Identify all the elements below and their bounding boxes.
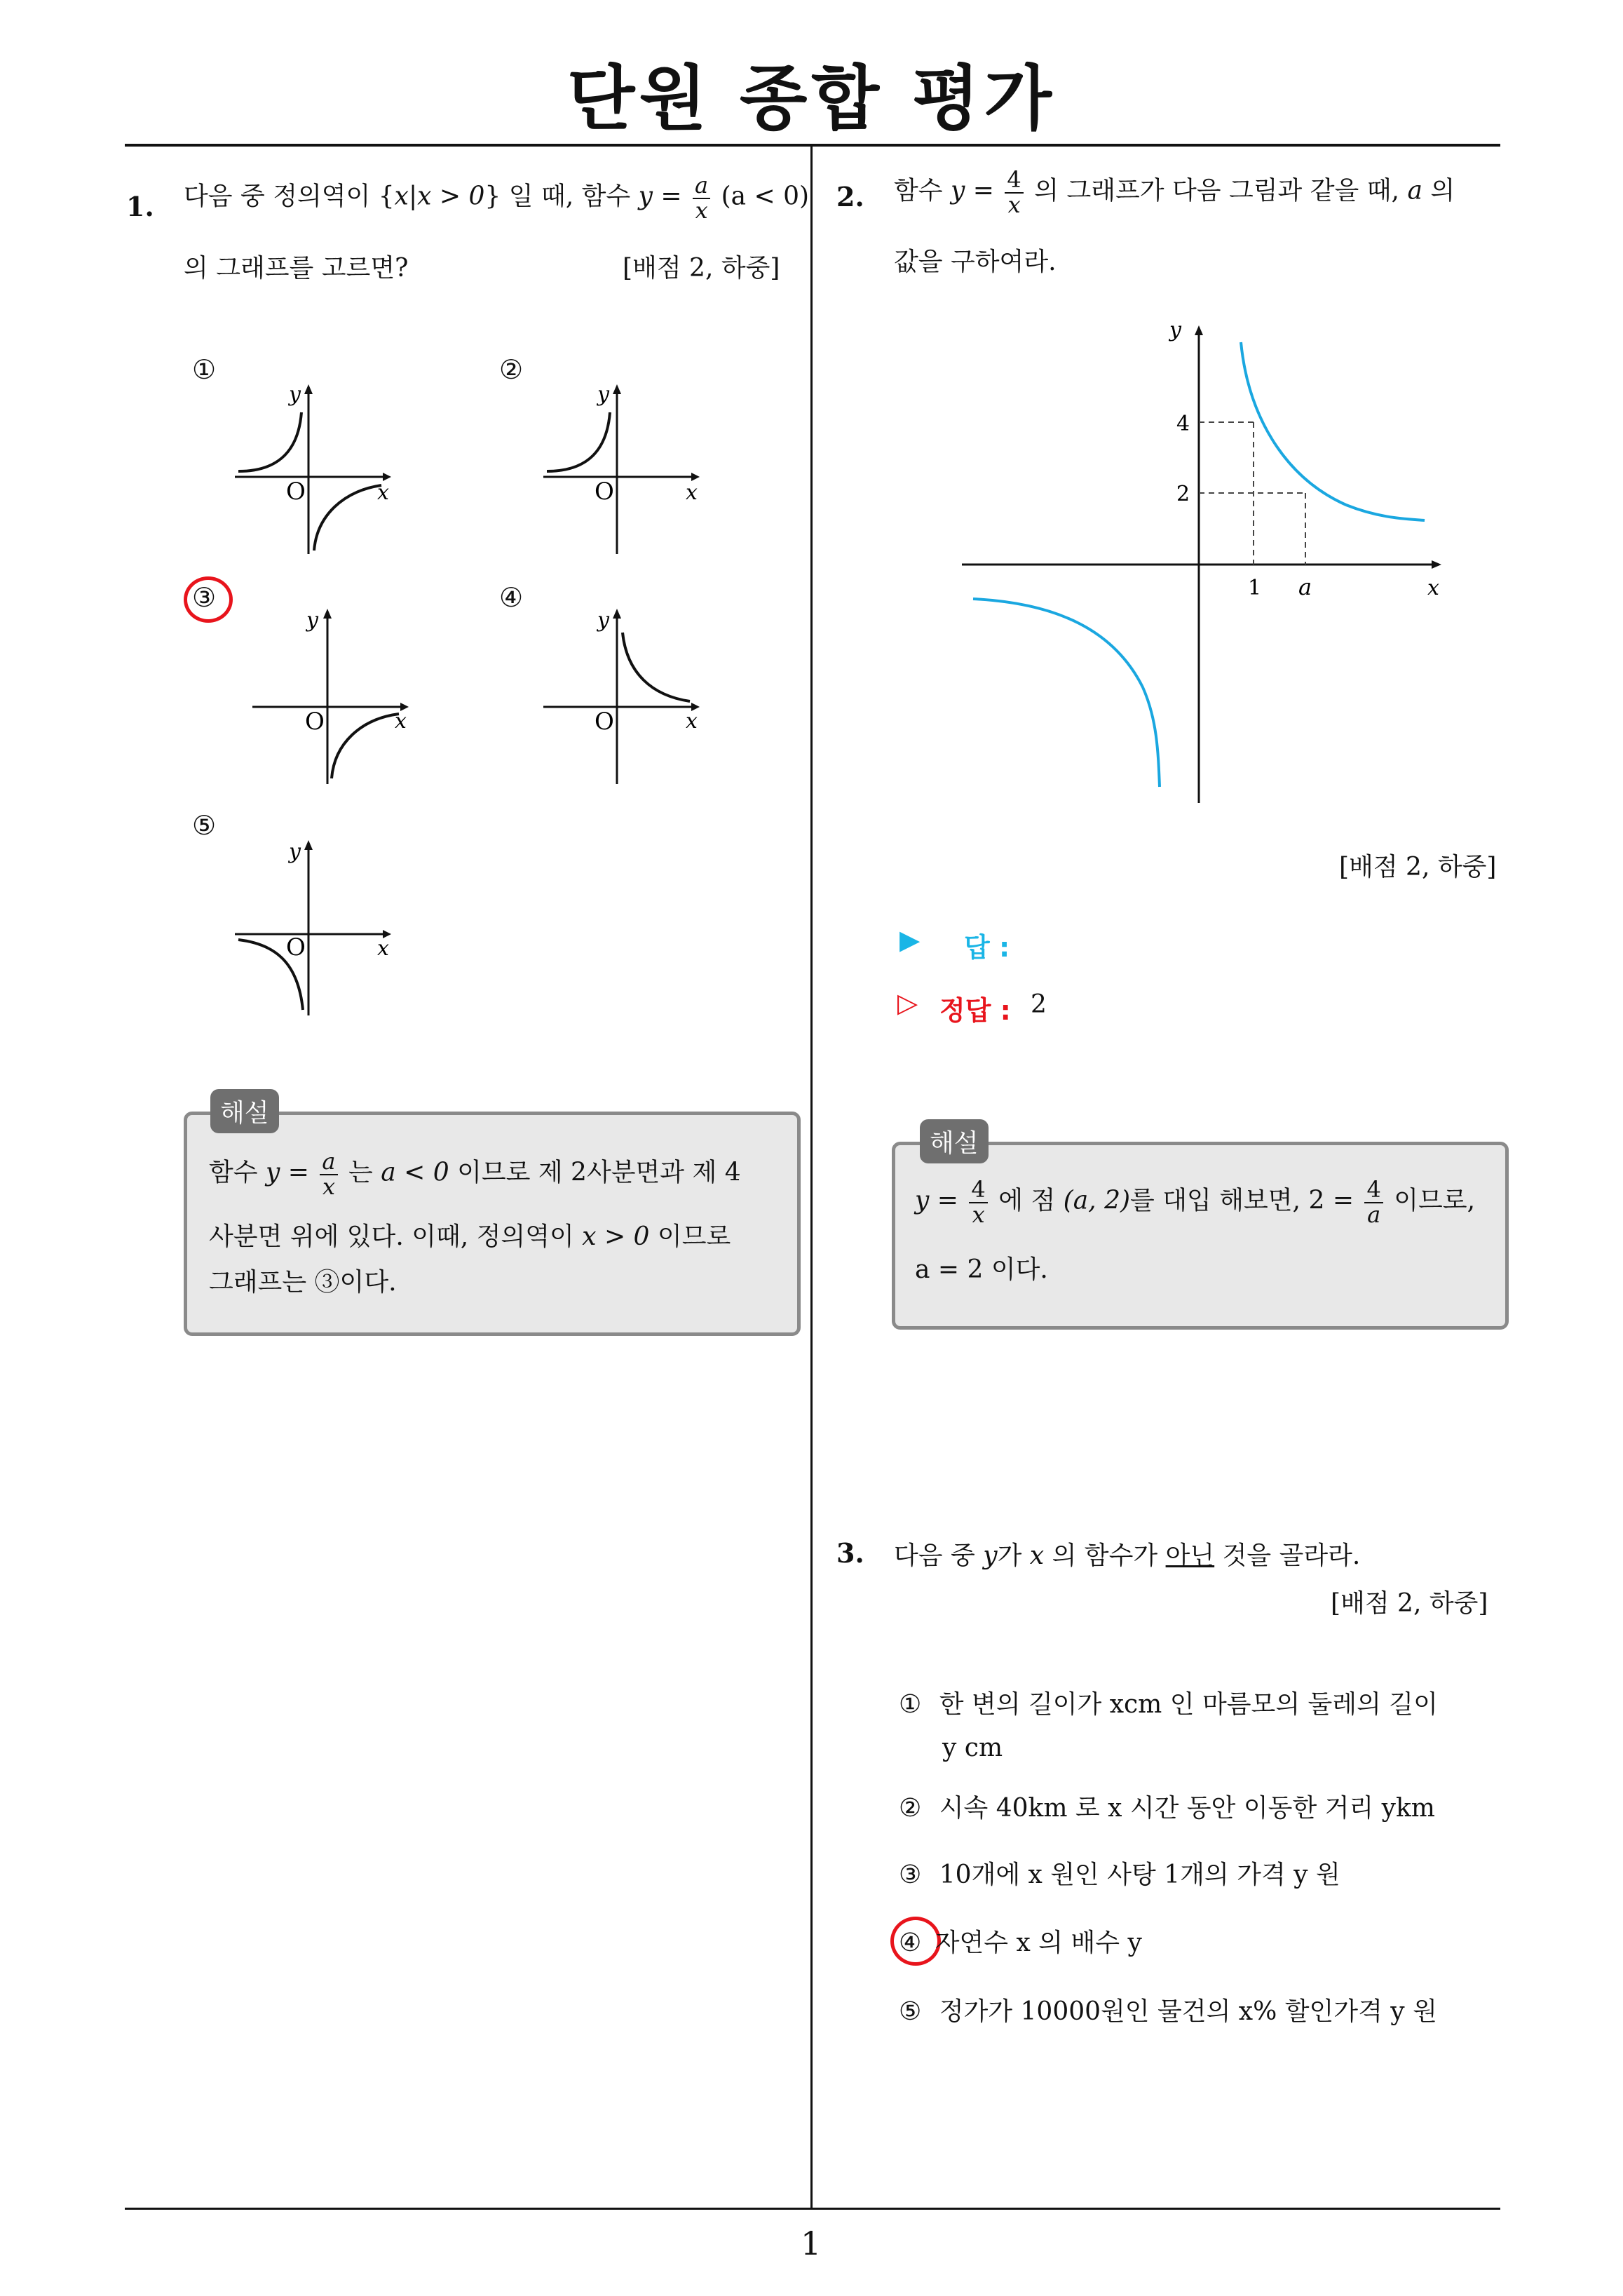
q1-explanation-line2: 사분면 위에 있다. 이때, 정의역이 x > 0 이므로 (209, 1222, 731, 1251)
origin-label: O (286, 933, 306, 961)
q3-item-3-mark: ③ (899, 1861, 922, 1889)
q2-explanation-box (892, 1142, 1509, 1330)
y-arrow (613, 384, 621, 394)
tick-1: 1 (1248, 576, 1262, 600)
curve-upper-right (623, 633, 690, 701)
q2-answer-arrow: ▶ (899, 924, 921, 955)
q1-explanation-line3: 그래프는 ③이다. (209, 1268, 397, 1297)
origin-label: O (305, 708, 325, 736)
y-arrow (613, 609, 621, 619)
axis-x-label: x (377, 480, 389, 505)
top-rule (125, 144, 1500, 147)
y-arrow (304, 840, 313, 850)
curve-lower (314, 485, 381, 551)
curve-lower (332, 714, 399, 778)
q3-item-1-mark: ① (899, 1690, 922, 1719)
column-divider (810, 144, 813, 2209)
q3-item-1-text: 한 변의 길이가 xcm 인 마름모의 둘레의 길이 (939, 1690, 1438, 1719)
q2-correct-arrow: ▷ (897, 987, 918, 1018)
y-arrow (304, 384, 313, 394)
q1-number: 1. (126, 191, 154, 222)
q3-item-1[interactable] (899, 1684, 1438, 1720)
axis-x-label: x (377, 936, 389, 961)
q2-answer-label: 답 : (964, 932, 1010, 963)
axis-y-label: y (306, 608, 318, 633)
graph-y-label: y (1169, 318, 1181, 342)
q1-choice-2-mark[interactable]: ② (499, 354, 524, 385)
q1-graph-1[interactable] (231, 379, 400, 561)
q3-item-4-mark: ④ (899, 1929, 922, 1957)
x-arrow (1432, 560, 1441, 569)
q3-item-2[interactable] (899, 1788, 1435, 1824)
curve-branch-3 (973, 599, 1160, 787)
q1-stem-line2: 의 그래프를 고르면? (184, 254, 409, 283)
q3-stem: 다음 중 y가 x 의 함수가 아닌 것을 골라라. (894, 1541, 1361, 1570)
curve-upper (547, 412, 610, 471)
q2-number: 2. (836, 181, 864, 212)
q3-item-3-text: 10개에 x 원인 사탕 1개의 가격 y 원 (939, 1861, 1340, 1889)
axis-y-label: y (597, 382, 609, 407)
origin-label: O (595, 708, 614, 736)
q1-points: [배점 2, 하중] (623, 254, 780, 283)
origin-label: O (595, 478, 614, 506)
q3-item-4-text: 자연수 x 의 배수 y (935, 1929, 1142, 1957)
q1-graph-2[interactable] (540, 379, 708, 561)
curve-upper (238, 412, 301, 471)
q3-item-5[interactable] (899, 1992, 1437, 2027)
q1-choice-3-mark[interactable]: ③ (192, 582, 217, 613)
q2-graph[interactable] (953, 316, 1458, 813)
q3-item-1-cont: y cm (942, 1734, 1003, 1762)
y-arrow (1195, 325, 1203, 335)
tick-a: a (1298, 574, 1312, 600)
q2-stem-line2: 값을 구하여라. (894, 248, 1057, 276)
q2-explanation-tag: 해설 (920, 1119, 989, 1163)
bottom-rule (125, 2208, 1500, 2210)
q3-item-3[interactable] (899, 1855, 1340, 1891)
q1-graph-4[interactable] (540, 603, 708, 789)
q2-correct-label: 정답 : (939, 995, 1011, 1026)
q2-correct-value: 2 (1031, 990, 1047, 1019)
q2-points: [배점 2, 하중] (1339, 853, 1497, 882)
q2-stem: 함수 y = $\frac{4}{x}$ 의 그래프가 다음 그림과 같을 때, a 의 (894, 166, 1455, 218)
axis-x-label: x (395, 709, 407, 734)
axis-y-label: y (289, 382, 301, 407)
q1-stem: 다음 중 정의역이 {x|x > 0} 일 때, 함수 y = $\frac{a}{x}$ (a < 0) (184, 172, 810, 224)
q1-graph-5[interactable] (231, 835, 400, 1020)
q1-choice-4-mark[interactable]: ④ (499, 582, 524, 613)
q3-points: [배점 2, 하중] (1331, 1589, 1488, 1618)
origin-label: O (286, 478, 306, 506)
graph-x-label: x (1427, 576, 1439, 600)
q2-explanation-line2: a = 2 이다. (915, 1255, 1048, 1284)
axis-y-label: y (597, 608, 609, 633)
q1-explanation-tag: 해설 (210, 1089, 279, 1133)
q1-choice-1-mark[interactable]: ① (192, 354, 217, 385)
axis-x-label: x (686, 709, 698, 734)
page-number: 1 (801, 2224, 822, 2262)
q3-item-2-mark: ② (899, 1794, 922, 1823)
page-title: 단원 종합 평가 (566, 58, 1057, 140)
q2-explanation-line1: y = $\frac{4}{x}$ 에 점 (a, 2)를 대입 해보면, 2 = $\frac{4}{a}$ 이므로, (915, 1176, 1476, 1228)
q3-item-2-text: 시속 40km 로 x 시간 동안 이동한 거리 ykm (939, 1794, 1435, 1823)
y-arrow (323, 609, 332, 619)
axis-y-label: y (289, 839, 301, 864)
q1-explanation-line1: 함수 y = $\frac{a}{x}$ 는 a < 0 이므로 제 2사분면과 제 4 (209, 1148, 741, 1200)
q3-item-5-text: 정가가 10000원인 물건의 x% 할인가격 y 원 (939, 1997, 1437, 2026)
q1-choice-5-mark[interactable]: ⑤ (192, 810, 217, 841)
q3-number: 3. (836, 1537, 864, 1569)
axis-x-label: x (686, 480, 698, 505)
tick-4: 4 (1176, 412, 1190, 436)
q3-item-4[interactable] (899, 1923, 1142, 1959)
q1-graph-3[interactable] (249, 603, 417, 789)
tick-2: 2 (1176, 482, 1190, 506)
q3-item-5-mark: ⑤ (899, 1997, 922, 2026)
